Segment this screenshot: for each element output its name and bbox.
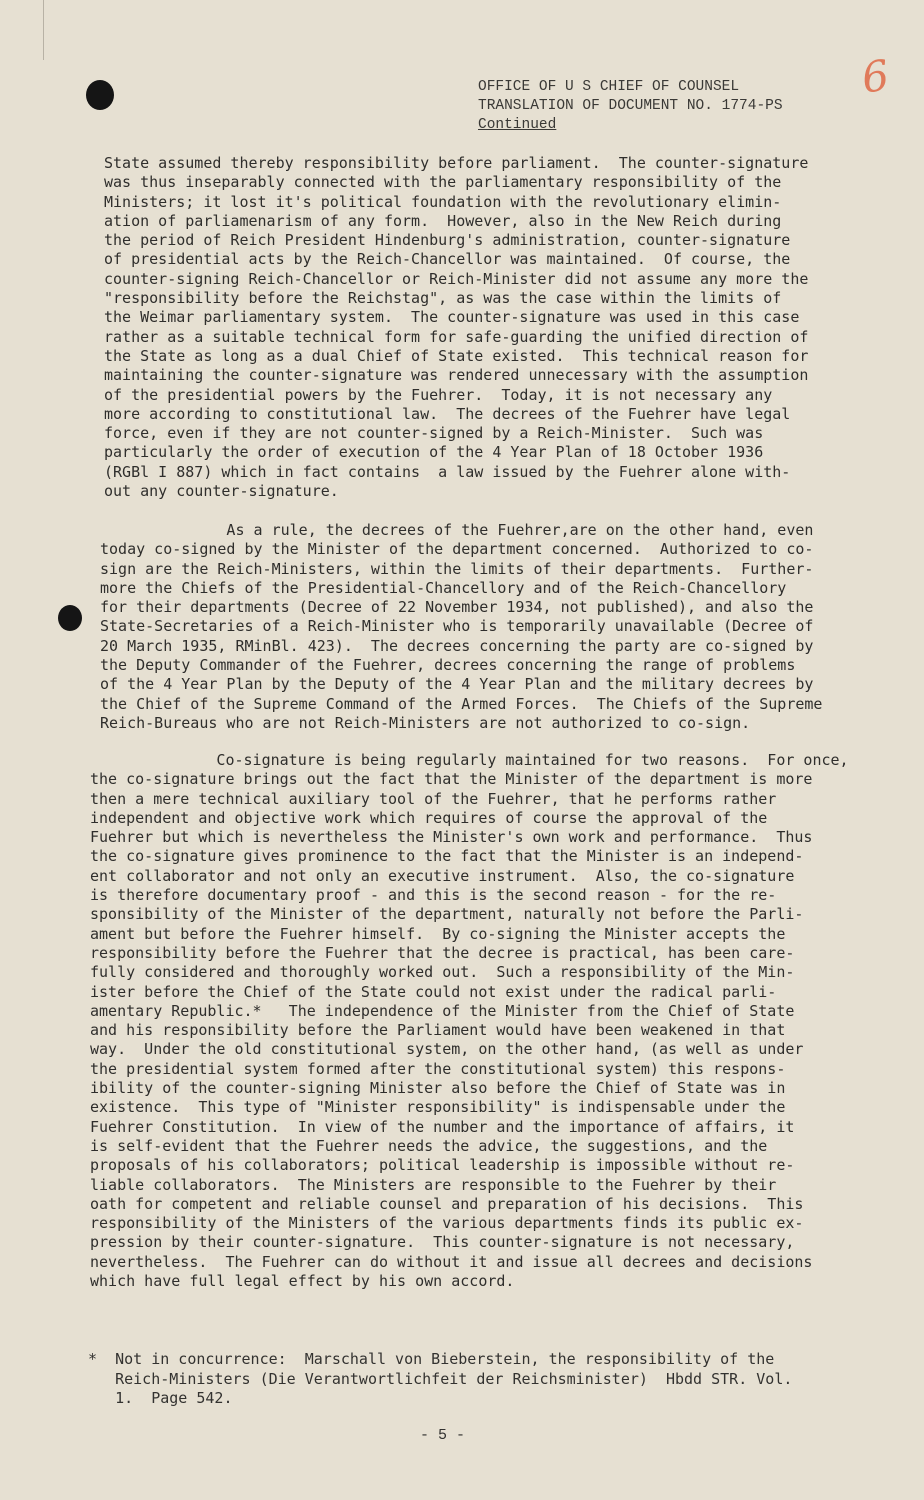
punch-hole-top (86, 80, 114, 110)
punch-hole-middle (58, 605, 82, 631)
header-office: OFFICE OF U S CHIEF OF COUNSEL (478, 79, 740, 95)
header-translation: TRANSLATION OF DOCUMENT NO. 1774-PS (478, 98, 783, 114)
page-number: - 5 - (420, 1427, 466, 1444)
paragraph-2: As a rule, the decrees of the Fuehrer,are on the other hand, even today co-signed by the Minister of the department concerned. Authorized to co- sign are the Reich-Ministers, within the limits of their departments. Further- more the Chiefs of the Presidential-Chancellory and of the Reich-Chancellory for their departments (Decree of 22 November 1934, not published), and also the State-Secretaries of a Reich-Minister who is temporarily unavailable (Decree of 20 March 1935, RMinBl. 423). The decrees concerning the party are co-signed by the Deputy Commander of the Fuehrer, decrees concerning the range of problems of the 4 Year Plan by the Deputy of the 4 Year Plan and the military decrees by the Chief of the Supreme Command of the Armed Forces. The Chiefs of the Supreme Reich-Bureaus who are not Reich-Ministers are not authorized to co-sign. (100, 521, 823, 732)
binding-line (43, 0, 44, 60)
header-continued: Continued (478, 117, 557, 133)
paragraph-3: Co-signature is being regularly maintained for two reasons. For once, the co-signature brings out the fact that the Minister of the department is more then a mere technical auxiliary tool of the Fuehrer, that he performs rather independent and objective work which requires of course the approval of the Fuehrer but which is nevertheless the Minister's own work and performance. Thus the co-signature gives prominence to the fact that the Minister is an independ- ent collaborator and not only an executive instrument. Also, the co-signature is therefore documentary proof - and this is the second reason - for the re- sponsibility of the Minister of the department, naturally not before the Parli- ament but before the Fuehrer himself. By co-signing the Minister accepts the responsibility before the Fuehrer that the decree is practical, has been care- fully considered and thoroughly worked out. Such a responsibility of the Min- ister before the Chief of the State could not exist under the radical parli- amentary Republic.* The independence of the Minister from the Chief of State and his responsibility before the Parliament would have been weakened in that way. Under the old constitutional system, on the other hand, (as well as under the presidential system formed after the constitutional system) this respons- ibility of the counter-signing Minister also before the Chief of State was in existence. This type of "Minister responsibility" is indispensable under the Fuehrer Constitution. In view of the number and the importance of affairs, it is self-evident that the Fuehrer needs the advice, the suggestions, and the proposals of his collaborators; political leadership is impossible without re- liable collaborators. The Ministers are responsible to the Fuehrer by their oath for competent and reliable counsel and preparation of his decisions. This responsibility of the Ministers of the various departments finds its public ex- pression by their counter-signature. This counter-signature is not necessary, nevertheless. The Fuehrer can do without it and issue all decrees and decisions which have full legal effect by his own accord. (90, 751, 849, 1291)
document-header (478, 78, 818, 135)
paragraph-1: State assumed thereby responsibility before parliament. The counter-signature was thus inseparably connected with the parliamentary responsibility of the Ministers; it lost it's political foundation with the revolutionary elimin- ation of parliamenarism of any form. However, also in the New Reich during the period of Reich President Hindenburg's administration, counter-signature of presidential acts by the Reich-Chancellor was maintained. Of course, the counter-signing Reich-Chancellor or Reich-Minister did not assume any more the "responsibility before the Reichstag", as was the case within the limits of the Weimar parliamentary system. The counter-signature was used in this case rather as a suitable technical form for safe-guarding the unified direction of the State as long as a dual Chief of State existed. This technical reason for maintaining the counter-signature was rendered unnecessary with the assumption of the presidential powers by the Fuehrer. Today, it is not necessary any more according to constitutional law. The decrees of the Fuehrer have legal force, even if they are not counter-signed by a Reich-Minister. Such was particularly the order of execution of the 4 Year Plan of 18 October 1936 (RGBl I 887) which in fact contains a law issued by the Fuehrer alone with- out any counter-signature. (104, 154, 809, 501)
footnote: * Not in concurrence: Marschall von Bieberstein, the responsibility of the Reich-Ministers (Die Verantwortlichfeit der Reichsminister) Hbdd STR. Vol. 1. Page 542. (88, 1350, 793, 1407)
handwritten-page-mark: 6 (858, 50, 893, 103)
